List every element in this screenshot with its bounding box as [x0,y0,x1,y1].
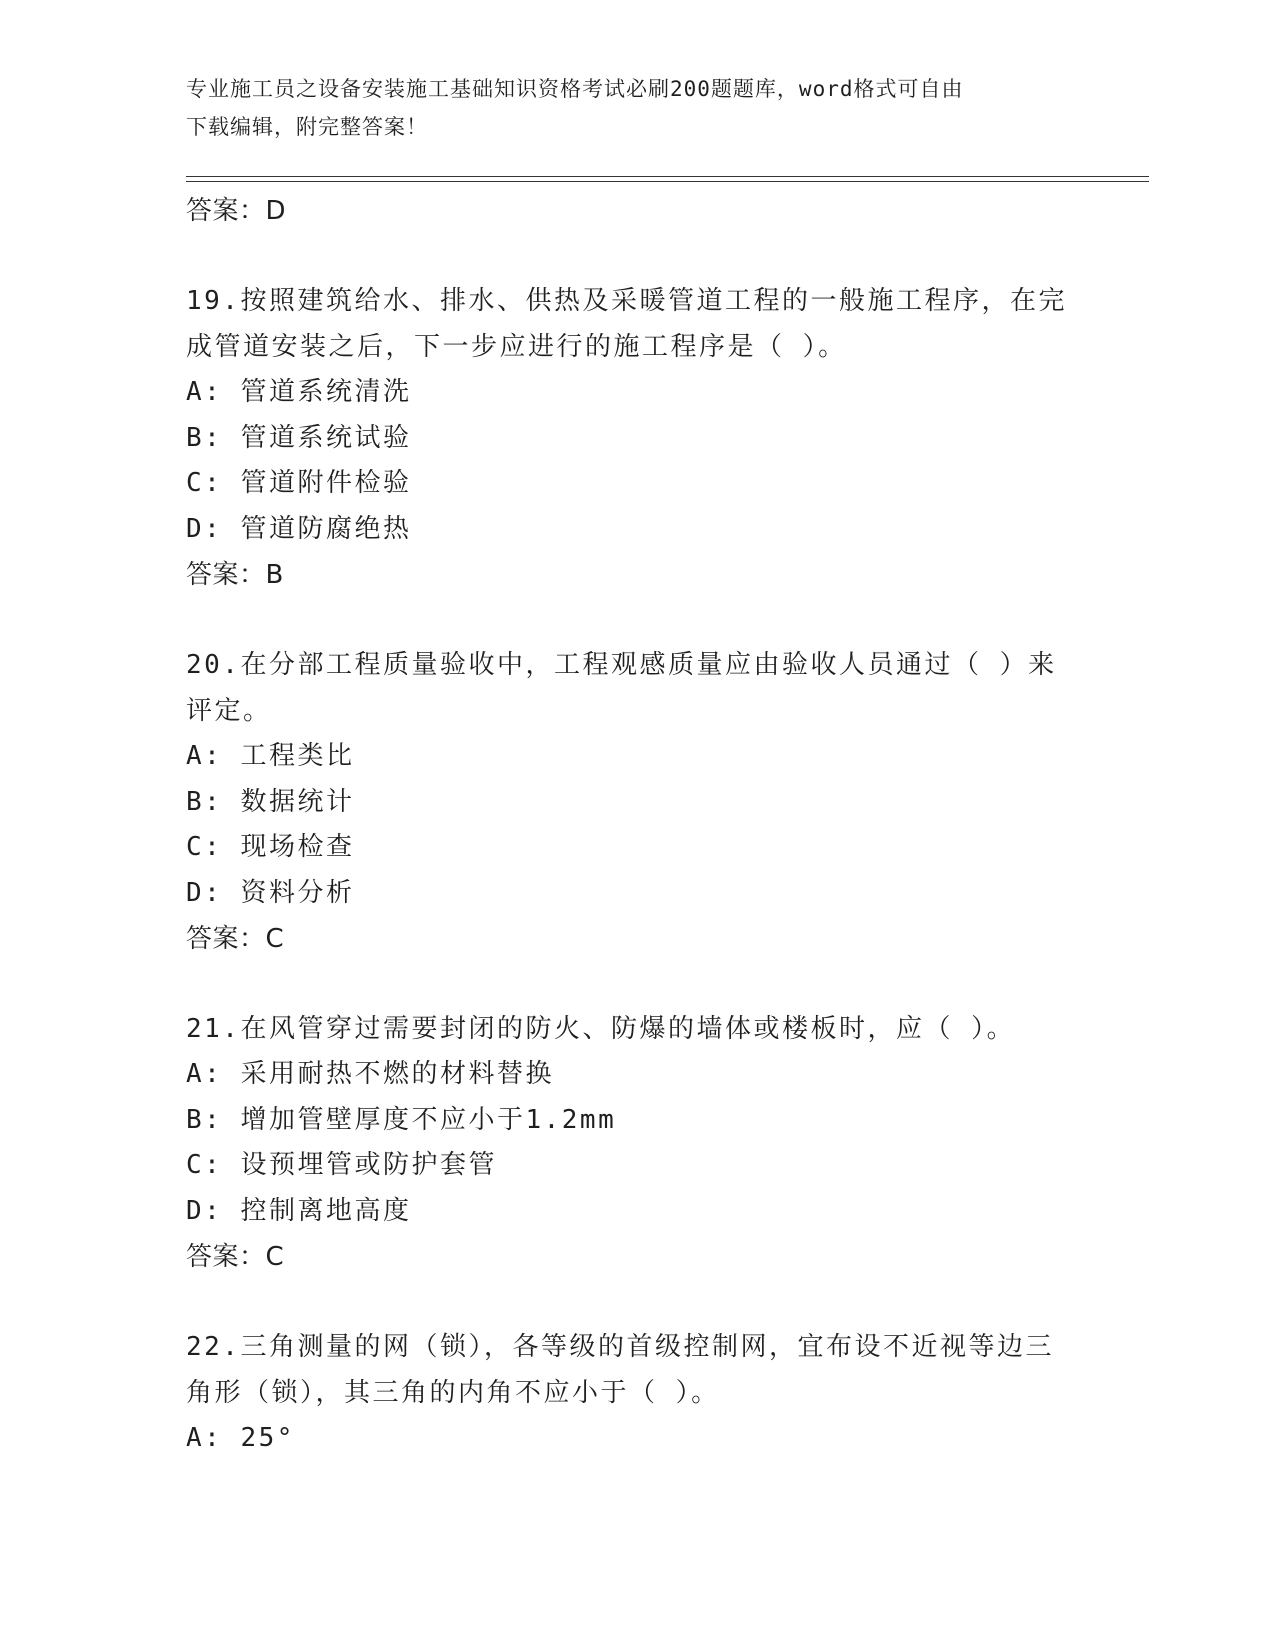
question-20-option-b: B: 数据统计 [186,786,355,817]
question-21-option-d: D: 控制离地高度 [186,1195,412,1226]
question-19-option-d: D: 管道防腐绝热 [186,513,412,544]
page-header [186,70,1066,146]
question-20-line-1: 20.在分部工程质量验收中，工程观感质量应由验收人员通过（ ）来 [186,650,1057,680]
answer-q18: 答案：D [186,196,287,226]
header-divider [186,176,1149,182]
question-content [186,188,1116,1462]
question-20-option-a: A: 工程类比 [186,741,355,771]
question-20-line-2: 评定。 [186,696,272,726]
question-21 [186,1006,1116,1280]
question-21-option-b: B: 增加管壁厚度不应小于1.2mm [186,1104,617,1135]
question-22-option-a: A: 25° [186,1423,295,1453]
answer-q19: 答案：B [186,560,284,590]
question-21-option-a: A: 采用耐热不燃的材料替换 [186,1059,554,1089]
answer-q21: 答案：C [186,1242,285,1272]
header-line-1: 专业施工员之设备安装施工基础知识资格考试必刷200题题库，word格式可自由 [186,77,964,101]
question-20-option-d: D: 资料分析 [186,877,355,908]
question-20-option-c: C: 现场检查 [186,832,355,862]
question-22-line-2: 角形（锁），其三角的内角不应小于（ ）。 [186,1378,720,1408]
question-19 [186,278,1116,598]
question-22-line-1: 22.三角测量的网（锁），各等级的首级控制网，宜布设不近视等边三 [186,1332,1054,1362]
question-19-option-a: A: 管道系统清洗 [186,377,412,407]
question-19-option-c: C: 管道附件检验 [186,468,412,498]
question-21-line-1: 21.在风管穿过需要封闭的防火、防爆的墙体或楼板时，应（ ）。 [186,1014,1016,1044]
question-19-line-1: 19.按照建筑给水、排水、供热及采暖管道工程的一般施工程序，在完 [186,286,1067,316]
question-20 [186,642,1116,962]
question-22 [186,1324,1116,1462]
header-line-2: 下载编辑，附完整答案！ [186,115,428,139]
answer-q20: 答案：C [186,924,285,954]
question-21-option-c: C: 设预埋管或防护套管 [186,1150,497,1180]
question-19-option-b: B: 管道系统试验 [186,422,412,453]
question-19-line-2: 成管道安装之后，下一步应进行的施工程序是（ ）。 [186,332,847,362]
